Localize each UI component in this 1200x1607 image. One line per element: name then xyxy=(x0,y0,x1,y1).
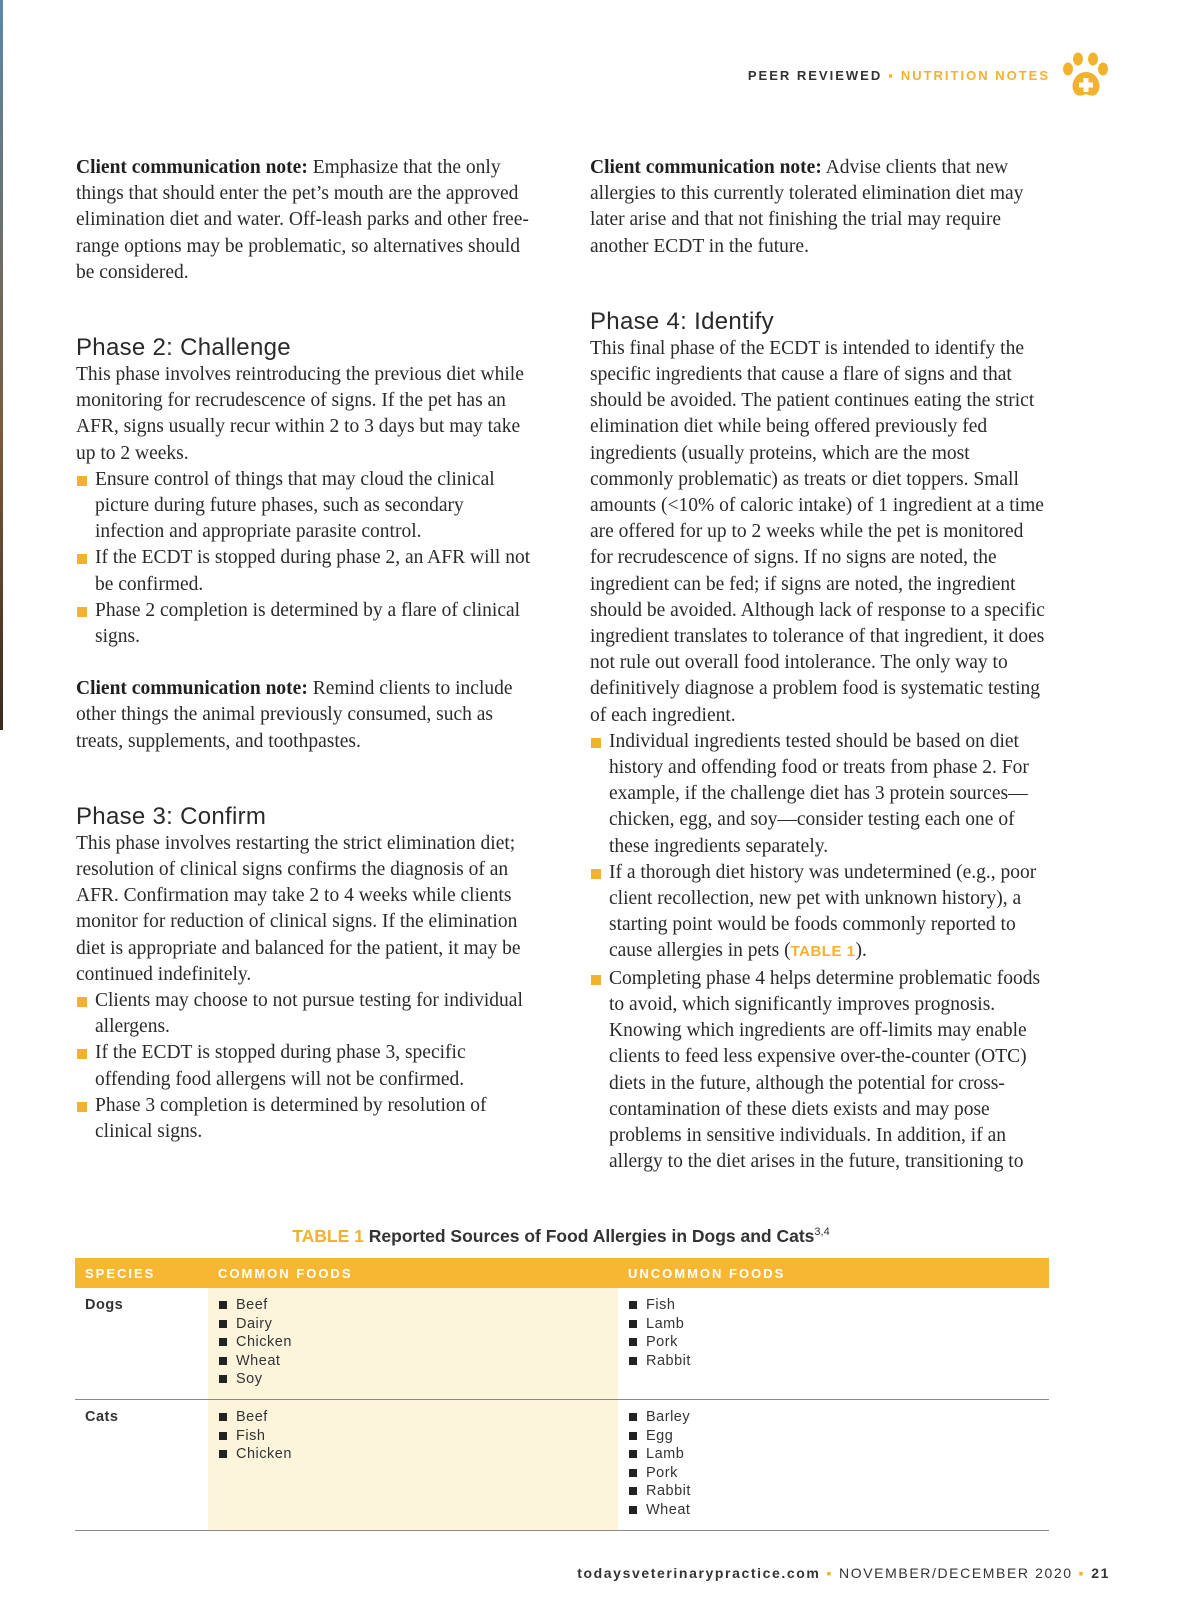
list-item: Individual ingredients tested should be based on diet history and offending food or treats from phase 2. For example, if the challenge diet has 3 protein sources—chicken, egg, and soy—consider testing each one of these ingredients separately. xyxy=(590,729,1050,860)
list-item: Wheat xyxy=(218,1352,608,1371)
paw-plus-icon xyxy=(1060,52,1112,100)
bullet-text: If a thorough diet history was undetermined (e.g., poor client recollection, new pet with unknown history), a starting point would be foods commonly reported to cause allergies in pets ( xyxy=(609,861,1037,962)
list-item: Phase 2 completion is determined by a flare of clinical signs. xyxy=(76,598,536,650)
table-number: TABLE 1 xyxy=(292,1226,364,1246)
list-item: Fish xyxy=(628,1296,1039,1315)
issue-date: NOVEMBER/DECEMBER 2020 xyxy=(839,1565,1073,1581)
bullet-text: ). xyxy=(855,940,867,962)
list-item: Chicken xyxy=(218,1333,608,1352)
list-item: Beef xyxy=(218,1296,608,1315)
note-text: Remind clients to include other things the animal previously consumed, such as treats, supplements, and toothpastes. xyxy=(76,678,513,752)
food-allergy-table xyxy=(75,1258,1049,1531)
phase-4-heading: Phase 4: Identify xyxy=(590,307,774,335)
separator-dot: ▪ xyxy=(1078,1565,1086,1581)
phase-3-heading: Phase 3: Confirm xyxy=(76,802,267,830)
list-item: Soy xyxy=(218,1370,608,1389)
table-title: Reported Sources of Food Allergies in Dogs and Cats xyxy=(363,1226,815,1246)
list-item: Rabbit xyxy=(628,1352,1039,1371)
left-column xyxy=(76,155,536,1145)
section-label: NUTRITION NOTES xyxy=(900,68,1050,83)
client-note-2 xyxy=(76,676,536,755)
note-label: Client communication note: xyxy=(590,157,822,178)
page-footer xyxy=(577,1565,1110,1581)
list-item: Ensure control of things that may cloud the clinical picture during future phases, such as secondary infection and appropriate parasite control. xyxy=(76,467,536,546)
phase-2-bullets xyxy=(76,467,536,650)
list-item: Lamb xyxy=(628,1315,1039,1334)
species-cell: Dogs xyxy=(75,1288,208,1399)
client-note-1 xyxy=(76,155,536,286)
phase-3-body: This phase involves restarting the strict elimination diet; resolution of clinical signs confirms the diagnosis of an AFR. Confirmation may take 2 to 4 weeks while clients monitor for reduction of clinical signs. If the elimination diet is appropriate and balanced for the patient, it may be continued indefinitely. xyxy=(76,832,521,985)
page-edge-strip xyxy=(0,0,3,730)
running-head xyxy=(748,68,1050,83)
table-refs: 3,4 xyxy=(814,1226,830,1239)
list-item: Beef xyxy=(218,1408,608,1427)
col-header-common: COMMON FOODS xyxy=(208,1258,618,1288)
phase-4-bullets xyxy=(590,729,1050,1175)
list-item: Phase 3 completion is determined by resolution of clinical signs. xyxy=(76,1093,536,1145)
common-foods-cell xyxy=(208,1399,618,1530)
phase-2-body: This phase involves reintroducing the previous diet while monitoring for recrudescence of signs. If the pet has an AFR, signs usually recur within 2 to 3 days but may take up to 2 weeks. xyxy=(76,364,524,464)
note-label: Client communication note: xyxy=(76,678,308,700)
col-header-uncommon: UNCOMMON FOODS xyxy=(618,1258,1049,1288)
table-header-row xyxy=(75,1258,1049,1288)
table-row xyxy=(75,1399,1049,1530)
list-item: Lamb xyxy=(628,1445,1039,1464)
list-item: Egg xyxy=(628,1427,1039,1446)
col-header-species: SPECIES xyxy=(75,1258,208,1288)
species-cell: Cats xyxy=(75,1399,208,1530)
phase-3-bullets xyxy=(76,988,536,1145)
page-number: 21 xyxy=(1091,1565,1110,1581)
list-item: Wheat xyxy=(628,1501,1039,1520)
list-item: Clients may choose to not pursue testing for individual allergens. xyxy=(76,988,536,1040)
list-item: If the ECDT is stopped during phase 2, an AFR will not be confirmed. xyxy=(76,545,536,597)
list-item: Chicken xyxy=(218,1445,608,1464)
uncommon-foods-cell xyxy=(618,1288,1049,1399)
list-item: Dairy xyxy=(218,1315,608,1334)
list-item: If the ECDT is stopped during phase 3, specific offending food allergens will not be confirmed. xyxy=(76,1040,536,1092)
separator-dot: ▪ xyxy=(826,1565,834,1581)
client-note-3 xyxy=(590,155,1050,260)
separator-dot: ▪ xyxy=(888,68,895,83)
list-item: Fish xyxy=(218,1427,608,1446)
note-text: Emphasize that the only things that should enter the pet’s mouth are the approved elimination diet and water. Off-leash parks and other free-range options may be problematic, so alternatives should be considered. xyxy=(76,157,529,283)
right-column xyxy=(590,155,1050,1175)
common-foods-cell xyxy=(208,1288,618,1399)
note-text: Advise clients that new allergies to this currently tolerated elimination diet may later arise and that not finishing the trial may require another ECDT in the future. xyxy=(590,157,1024,257)
table-1-reference-link[interactable]: TABLE 1 xyxy=(790,943,856,961)
list-item: Rabbit xyxy=(628,1482,1039,1501)
website-link[interactable]: todaysveterinarypractice.com xyxy=(577,1565,821,1581)
peer-reviewed-label: PEER REVIEWED xyxy=(747,68,883,83)
uncommon-foods-cell xyxy=(618,1399,1049,1530)
list-item: Completing phase 4 helps determine problematic foods to avoid, which significantly improves prognosis. Knowing which ingredients are off-limits may enable clients to feed less expensive over-the-counter (OTC) diets in the future, although the potential for cross-contamination of these diets exists and may pose problems in sensitive individuals. In addition, if an allergy to the diet arises in the future, transitioning to xyxy=(590,966,1050,1176)
list-item: Pork xyxy=(628,1464,1039,1483)
table-1-caption xyxy=(76,1226,1046,1247)
list-item xyxy=(590,860,1050,966)
list-item: Pork xyxy=(628,1333,1039,1352)
list-item: Barley xyxy=(628,1408,1039,1427)
table-row xyxy=(75,1288,1049,1399)
note-label: Client communication note: xyxy=(76,157,308,178)
phase-4-body: This final phase of the ECDT is intended to identify the specific ingredients that cause a flare of signs and that should be avoided. The patient continues eating the strict elimination diet while being offered previously fed ingredients (usually proteins, which are the most commonly problematic) as treats or diet toppers. Small amounts (<10% of caloric intake) of 1 ingredient at a time are offered for up to 2 weeks while the pet is monitored for recrudescence of signs. If no signs are noted, the ingredient can be fed; if signs are noted, the ingredient should be avoided. Although lack of response to a specific ingredient translates to tolerance of that ingredient, it does not rule out overall food intolerance. The only way to definitively diagnose a problem food is systematic testing of each ingredient. xyxy=(590,337,1045,726)
phase-2-heading: Phase 2: Challenge xyxy=(76,334,291,362)
